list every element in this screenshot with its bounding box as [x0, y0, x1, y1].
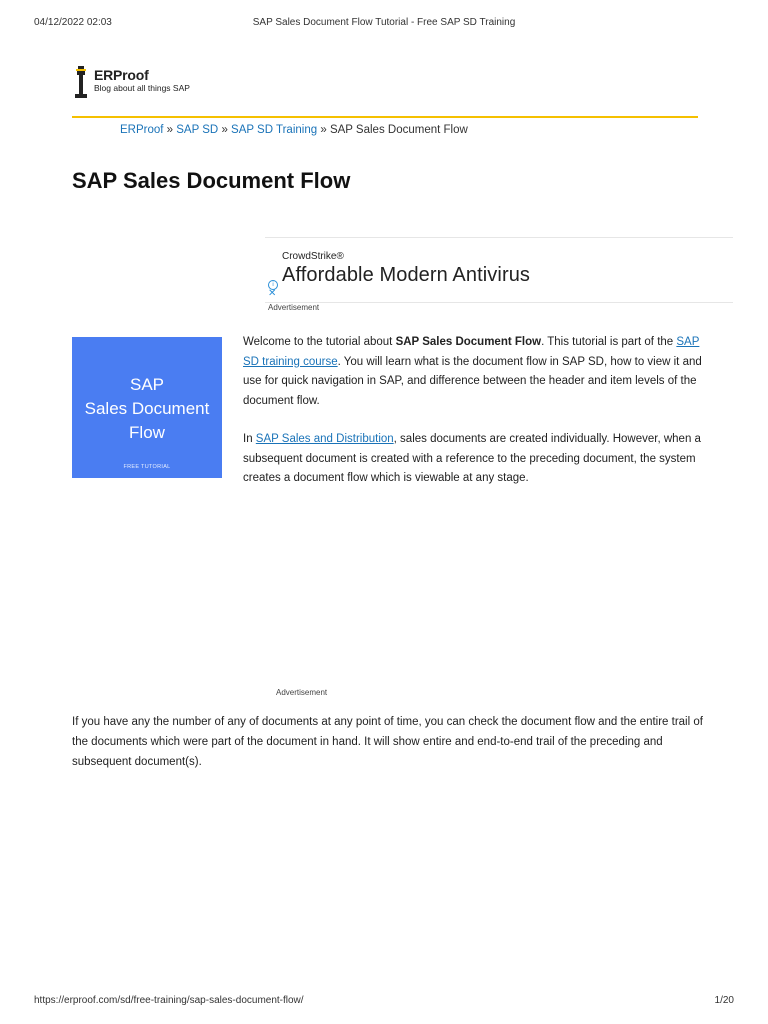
print-page-title: SAP Sales Document Flow Tutorial - Free SAP SD Training — [252, 17, 516, 28]
intro-paragraph-2 — [243, 430, 703, 489]
hero-title — [72, 373, 222, 445]
logo-tagline: Blog about all things SAP — [94, 83, 190, 93]
ad-info-icon[interactable]: i — [268, 280, 278, 290]
text-run: . You will learn what is the document flow in SAP SD, how to view it and use for quick navigation in SAP, and difference between the header and item levels of the document flow. — [243, 355, 702, 408]
breadcrumb-separator: » — [221, 124, 232, 136]
page-url: https://erproof.com/sd/free-training/sap-sales-document-flow/ — [34, 995, 304, 1006]
breadcrumb-separator: » — [320, 124, 330, 136]
hero-image — [72, 337, 222, 478]
ad-caption: Advertisement — [276, 688, 328, 697]
text-bold: SAP Sales Document Flow — [395, 336, 542, 348]
breadcrumb-separator: » — [166, 124, 177, 136]
site-logo[interactable] — [74, 66, 190, 100]
breadcrumb — [120, 124, 468, 136]
text-run: , sales documents are created individually. However, when a subsequent document is created with a reference to the preceding document, the system creates a document flow which is viewable at any stage. — [243, 432, 701, 485]
hero-title-line: Flow — [129, 423, 165, 442]
text-run: In — [243, 432, 256, 445]
hero-title-line: Sales Document — [84, 399, 210, 418]
page-number: 1/20 — [714, 995, 734, 1006]
logo-name: ERProof — [94, 67, 149, 83]
advertisement-banner[interactable] — [265, 237, 733, 303]
print-datetime: 04/12/2022 02:03 — [34, 17, 112, 28]
text-run: Welcome to the tutorial about — [243, 336, 396, 348]
intro-paragraph-1 — [243, 333, 703, 412]
breadcrumb-link-sap-sd-training[interactable]: SAP SD Training — [231, 124, 318, 136]
lighthouse-icon — [74, 66, 88, 100]
sap-sd-training-course-link[interactable]: SAP SD training course — [243, 336, 700, 368]
intro-text — [243, 333, 703, 507]
ad-caption: Advertisement — [268, 303, 320, 312]
ad-close-icon[interactable]: ✕ — [268, 288, 277, 299]
breadcrumb-current: SAP Sales Document Flow — [329, 124, 468, 136]
hero-title-line: SAP — [129, 375, 165, 394]
header-divider — [72, 116, 698, 118]
hero-subtitle: FREE TUTORIAL — [123, 464, 171, 470]
page-title: SAP Sales Document Flow — [72, 168, 351, 193]
ad-brand: CrowdStrike® — [282, 251, 344, 262]
breadcrumb-link-sap-sd[interactable]: SAP SD — [176, 124, 219, 136]
body-paragraph: If you have any the number of any of documents at any point of time, you can check the document flow and the entire trail of the documents which were part of the document in hand. It will show entire and end-to-end trail of the preceding and subsequent document(s). — [72, 716, 703, 768]
logo-text — [94, 66, 190, 93]
breadcrumb-link-erproof[interactable]: ERProof — [120, 124, 164, 136]
text-run: . This tutorial is part of the — [541, 336, 677, 348]
ad-headline[interactable]: Affordable Modern Antivirus — [282, 264, 531, 286]
sap-sales-distribution-link[interactable]: SAP Sales and Distribution — [255, 432, 394, 445]
